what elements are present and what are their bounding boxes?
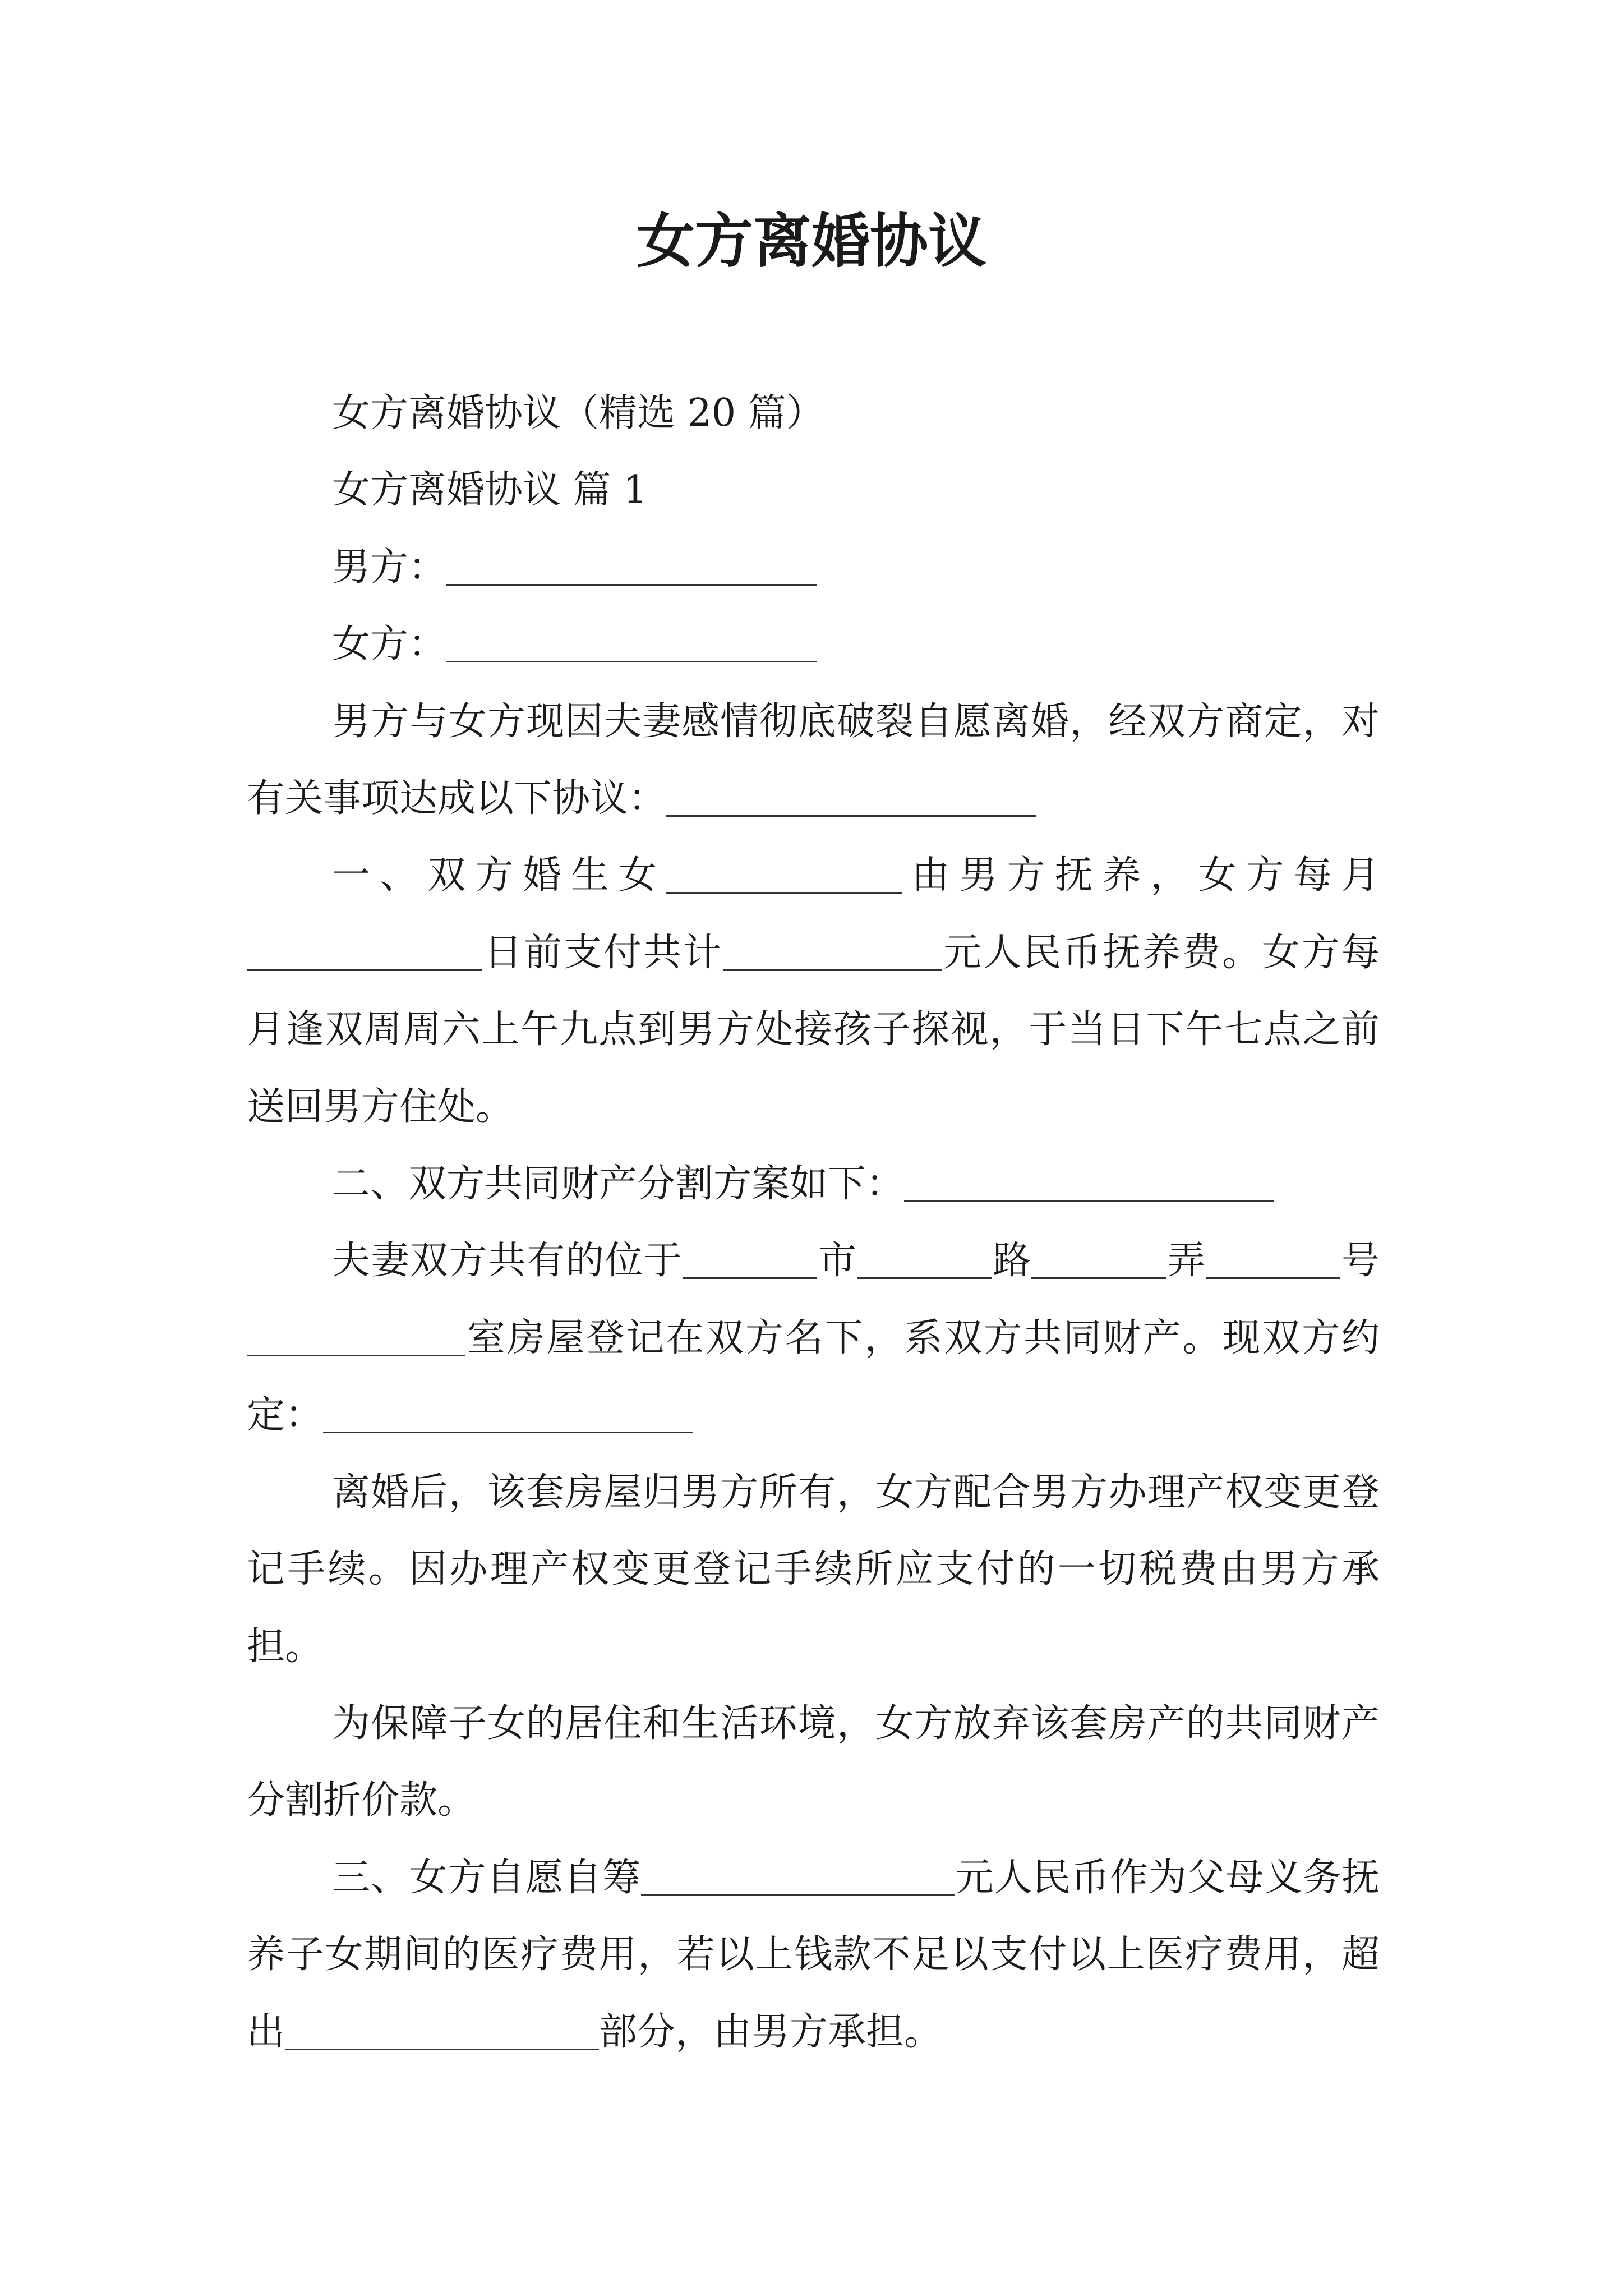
house-num: 号 — [1340, 1239, 1380, 1283]
party-female-line — [247, 606, 1380, 683]
party-female-blank — [446, 623, 817, 662]
item1-text-d: 元人民币抚养费。女方每月逢双周周六上午九点到男方处接孩子探视，于当日下午七点之前送回男方住处。 — [247, 930, 1380, 1129]
house-city-blank — [857, 1239, 992, 1279]
item1-paragraph — [247, 837, 1380, 1145]
house-road: 路 — [992, 1239, 1032, 1283]
house-room-blank — [247, 1317, 465, 1356]
house-paragraph — [247, 1222, 1380, 1453]
document-body — [247, 375, 1380, 2070]
item1-text-a: 一、双方婚生女 — [332, 853, 667, 898]
house-road-blank — [1031, 1239, 1166, 1279]
item2-blank — [904, 1162, 1274, 1202]
item1-text-b: 由男方抚养，女方每月 — [902, 853, 1380, 898]
item3-paragraph — [247, 1839, 1380, 2070]
house-text-a: 夫妻双方共有的位于 — [332, 1239, 683, 1283]
document-title: 女方离婚协议 — [636, 206, 986, 275]
house-lane: 弄 — [1166, 1239, 1206, 1283]
party-male-blank — [446, 546, 817, 586]
house-agreement-blank — [323, 1393, 693, 1433]
intro-text: 男方与女方现因夫妻感情彻底破裂自愿离婚，经双方商定，对有关事项达成以下协议： — [247, 699, 1380, 821]
house-location-blank — [683, 1239, 817, 1279]
item3-text-b: 元人民币作为父母义务抚养子女期间的医疗费用，若以上钱款不足以支付以上医疗费用，超出 — [247, 1855, 1380, 2054]
support-amount-blank — [723, 931, 942, 971]
house-lane-blank — [1206, 1239, 1340, 1279]
house-text-b: 室房屋登记在双方名下，系双方共同财产。现双方约定： — [247, 1315, 1380, 1438]
excess-amount-blank — [285, 2010, 599, 2050]
daughter-name-blank — [666, 854, 902, 894]
medical-fund-blank — [641, 1856, 955, 1896]
item2-line — [247, 1145, 1380, 1222]
after-divorce-paragraph: 离婚后，该套房屋归男方所有，女方配合男方办理产权变更登记手续。因办理产权变更登记手续所应支付的一切税费由男方承担。 — [247, 1470, 1380, 1669]
subtitle: 女方离婚协议（精选 20 篇） — [332, 391, 824, 435]
house-city: 市 — [817, 1239, 857, 1283]
party-female-label: 女方： — [332, 622, 447, 667]
item1-text-c: 日前支付共计 — [482, 930, 723, 975]
party-male-label: 男方： — [332, 545, 447, 590]
item3-text-a: 三、女方自愿自筹 — [332, 1855, 641, 1900]
party-male-line — [247, 529, 1380, 606]
intro-paragraph — [247, 683, 1380, 838]
protect-children-paragraph: 为保障子女的居住和生活环境，女方放弃该套房产的共同财产分割折价款。 — [247, 1701, 1380, 1823]
pay-day-blank — [247, 931, 482, 971]
section-heading: 女方离婚协议 篇 1 — [332, 468, 648, 513]
item2-text: 二、双方共同财产分割方案如下： — [332, 1162, 905, 1207]
intro-blank — [666, 777, 1036, 817]
item3-text-c: 部分，由男方承担。 — [599, 2009, 943, 2054]
